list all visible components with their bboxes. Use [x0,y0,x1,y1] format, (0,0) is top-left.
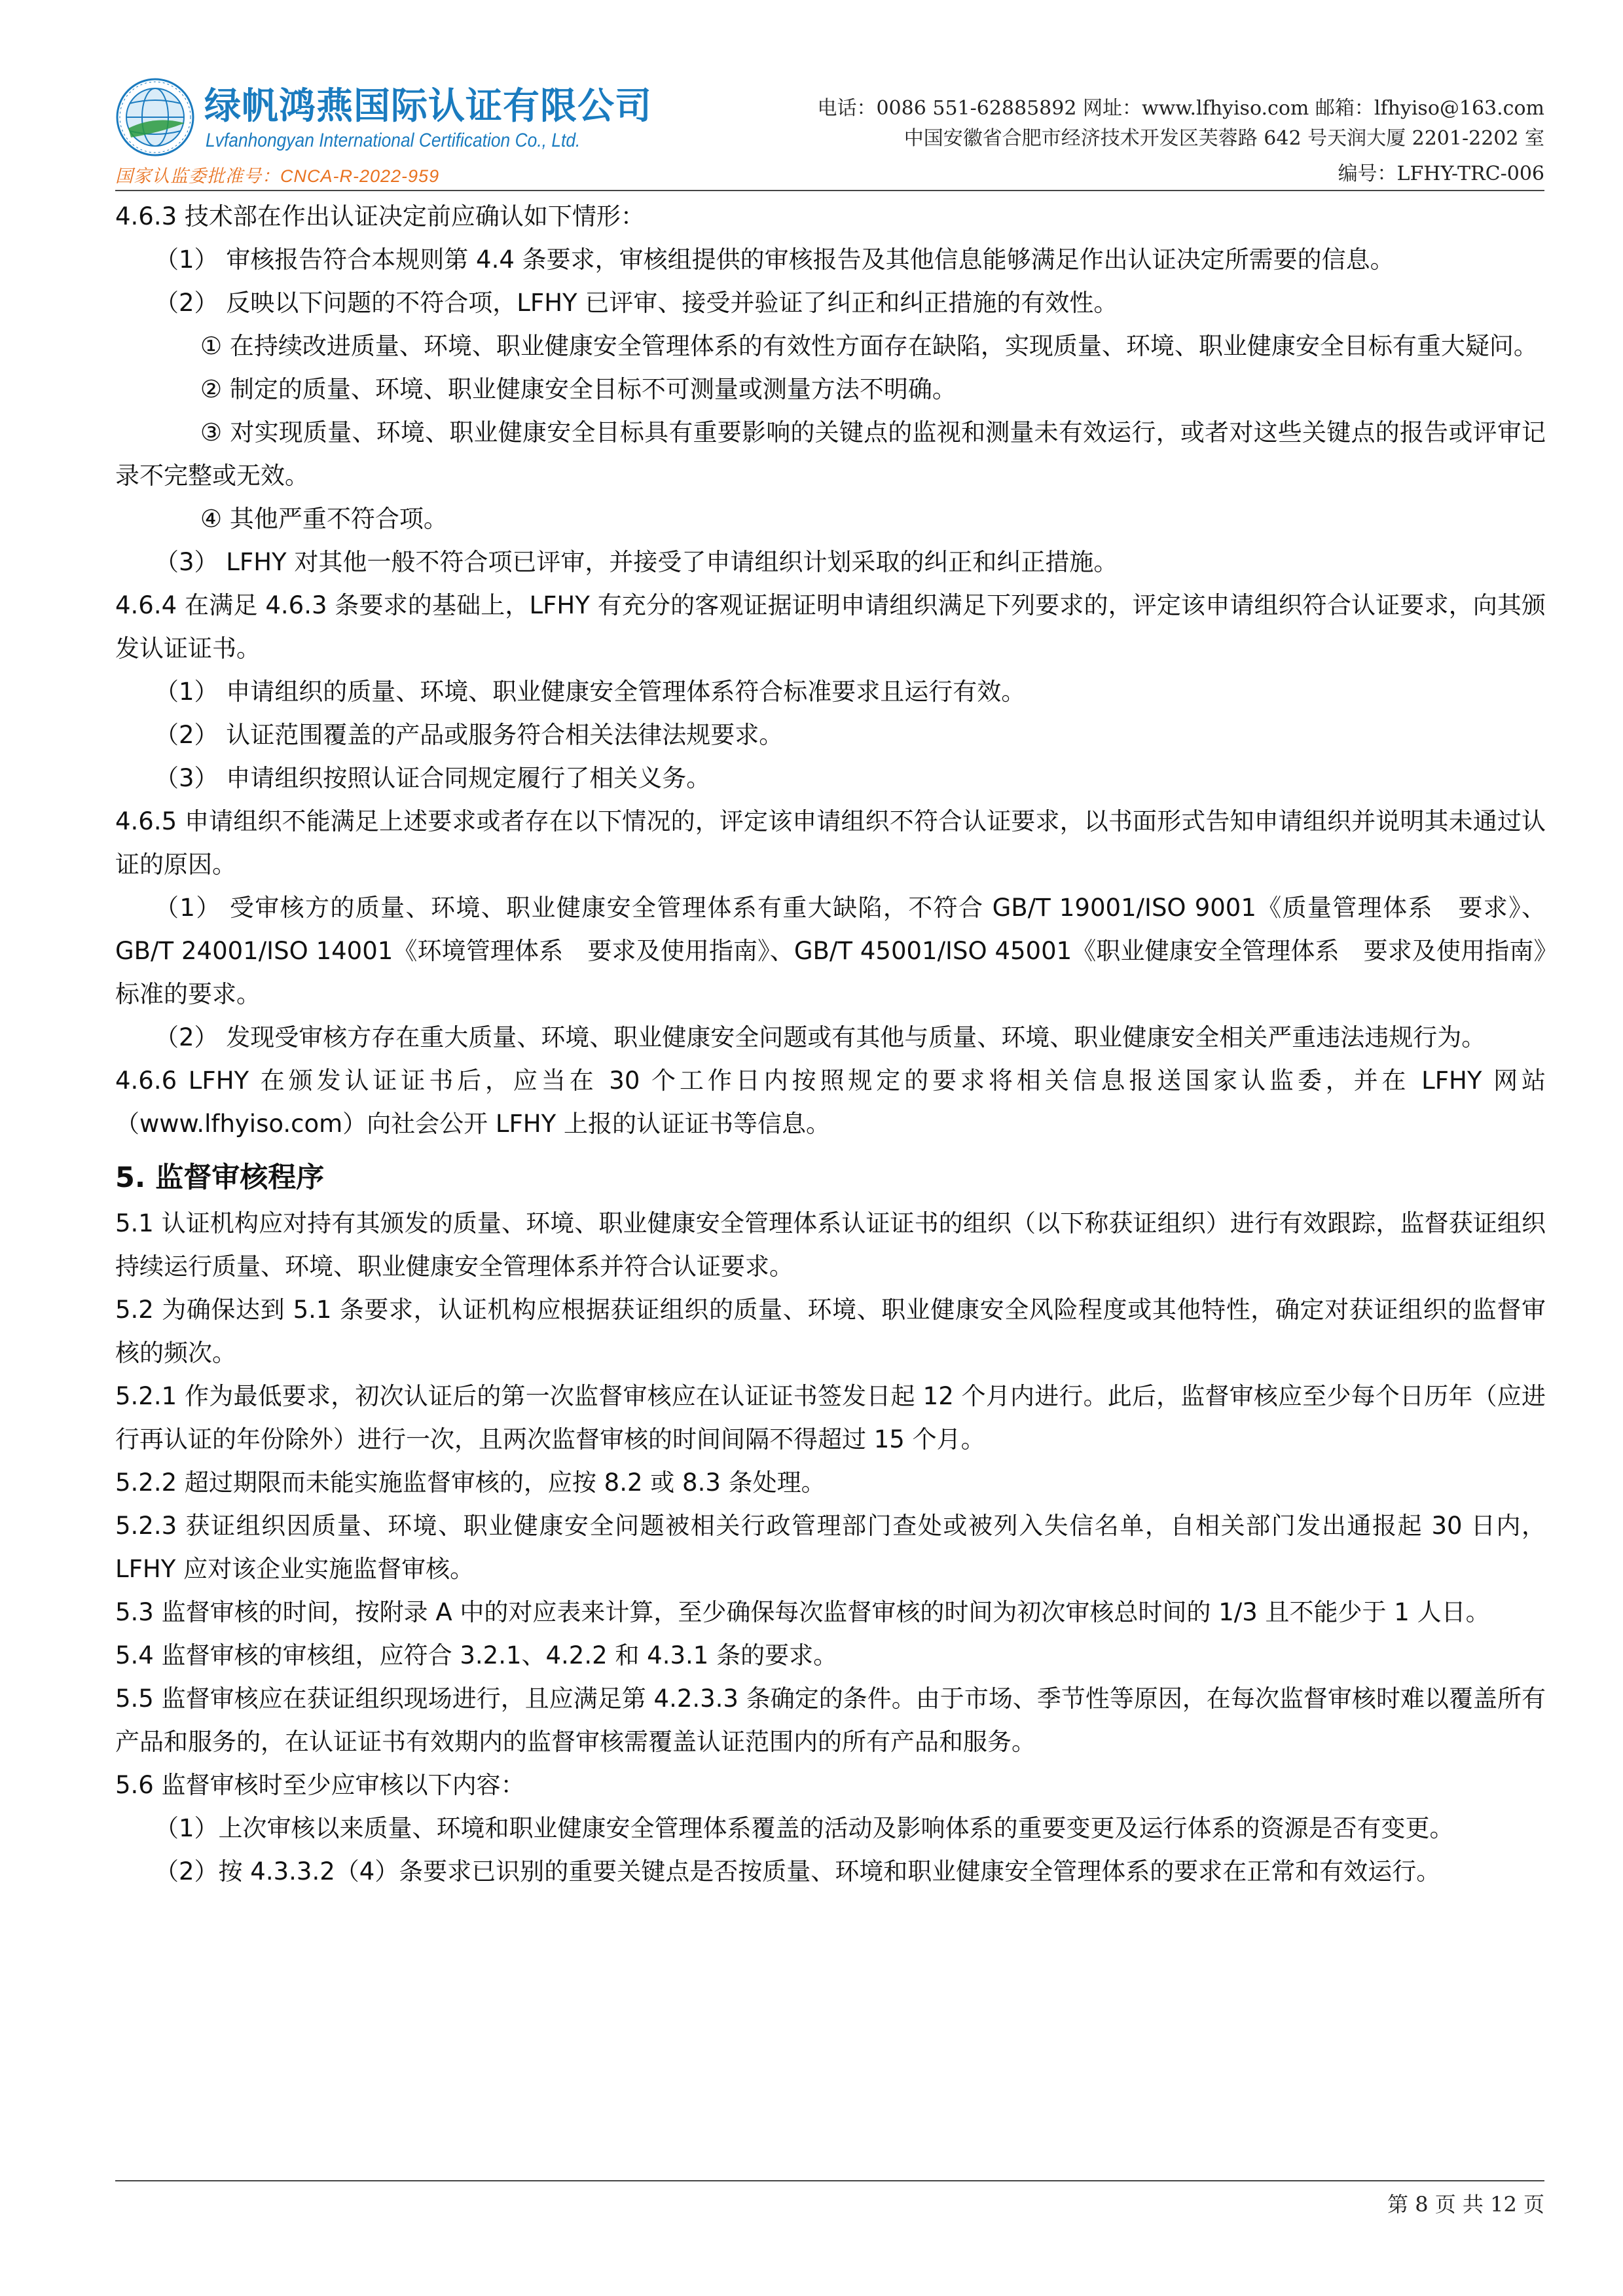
company-name-en: Lvfanhongyan International Certification Co., Ltd. [206,130,581,151]
paragraph: 5.2.3 获证组织因质量、环境、职业健康安全问题被相关行政管理部门查处或被列入失信名单，自相关部门发出通报起 30 日内，LFHY 应对该企业实施监督审核。 [115,1512,1546,1583]
header-divider [115,190,1544,191]
globe-certification-logo-icon [115,77,195,157]
paragraph: ① 在持续改进质量、环境、职业健康安全管理体系的有效性方面存在缺陷，实现质量、环境、职业健康安全目标有重大疑问。 [200,332,1538,360]
company-name-cn: 绿帆鸿燕国际认证有限公司 [204,85,652,128]
document-body [115,195,1546,1893]
paragraph: （3） LFHY 对其他一般不符合项已评审，并接受了申请组织计划采取的纠正和纠正措施。 [155,548,1118,576]
paragraph: 5.6 监督审核时至少应审核以下内容： [115,1771,525,1799]
footer-divider [115,2180,1544,2181]
paragraph: （2） 发现受审核方存在重大质量、环境、职业健康安全问题或有其他与质量、环境、职业健康安全相关严重违法违规行为。 [155,1023,1486,1051]
paragraph: 4.6.6 LFHY 在颁发认证证书后，应当在 30 个工作日内按照规定的要求将相关信息报送国家认监委，并在 LFHY 网站（www.lfhyiso.com）向社会公开 LFHY 上报的认证证书等信息。 [115,1066,1546,1138]
paragraph: 5.5 监督审核应在获证组织现场进行，且应满足第 4.2.3.3 条确定的条件。由于市场、季节性等原因，在每次监督审核时难以覆盖所有产品和服务的，在认证证书有效期内的监督审核需覆盖认证范围内的所有产品和服务。 [115,1685,1546,1756]
paragraph: （2） 认证范围覆盖的产品或服务符合相关法律法规要求。 [155,721,784,749]
document-number: 编号：LFHY-TRC-006 [1338,162,1544,185]
paragraph: （3） 申请组织按照认证合同规定履行了相关义务。 [155,764,711,792]
paragraph: ② 制定的质量、环境、职业健康安全目标不可测量或测量方法不明确。 [200,375,957,403]
paragraph: （2） 反映以下问题的不符合项，LFHY 已评审、接受并验证了纠正和纠正措施的有效性。 [155,289,1118,317]
paragraph: 4.6.3 技术部在作出认证决定前应确认如下情形： [115,202,645,230]
paragraph: 5.2 为确保达到 5.1 条要求，认证机构应根据获证组织的质量、环境、职业健康安全风险程度或其他特性，确定对获证组织的监督审核的频次。 [115,1296,1546,1367]
contact-info: 电话：0086 551-62885892 网址：www.lfhyiso.com 邮箱：lfhyiso@163.com [817,97,1544,120]
paragraph: 5.2.1 作为最低要求，初次认证后的第一次监督审核应在认证证书签发日起 12 个月内进行。此后，监督审核应至少每个日历年（应进行再认证的年份除外）进行一次，且两次监督审核的时间间隔不得超过 15 个月。 [115,1382,1546,1453]
paragraph: 5.4 监督审核的审核组，应符合 3.2.1、4.2.2 和 4.3.1 条的要求。 [115,1641,838,1669]
paragraph: （1） 申请组织的质量、环境、职业健康安全管理体系符合标准要求且运行有效。 [155,678,1026,706]
paragraph: ③ 对实现质量、环境、职业健康安全目标具有重要影响的关键点的监视和测量未有效运行，或者对这些关键点的报告或评审记录不完整或无效。 [115,418,1546,490]
paragraph: （1） 受审核方的质量、环境、职业健康安全管理体系有重大缺陷，不符合 GB/T 19001/ISO 9001《质量管理体系 要求》、GB/T 24001/ISO 14001《环境管理体系 要求及使用指南》、GB/T 45001/ISO 45001《职业健康安全管理体系 要求及使用指南》标准的要求。 [115,894,1546,1008]
paragraph: 4.6.4 在满足 4.6.3 条要求的基础上，LFHY 有充分的客观证据证明申请组织满足下列要求的，评定该申请组织符合认证要求，向其颁发认证证书。 [115,591,1546,663]
paragraph: ④ 其他严重不符合项。 [200,505,448,533]
paragraph: 5.1 认证机构应对持有其颁发的质量、环境、职业健康安全管理体系认证证书的组织（以下称获证组织）进行有效跟踪，监督获证组织持续运行质量、环境、职业健康安全管理体系并符合认证要求。 [115,1209,1546,1281]
paragraph: （1）上次审核以来质量、环境和职业健康安全管理体系覆盖的活动及影响体系的重要变更及运行体系的资源是否有变更。 [155,1814,1454,1842]
page-number: 第 8 页 共 12 页 [1387,2192,1544,2217]
paragraph: 5.2.2 超过期限而未能实施监督审核的，应按 8.2 或 8.3 条处理。 [115,1468,826,1497]
paragraph: 4.6.5 申请组织不能满足上述要求或者存在以下情况的，评定该申请组织不符合认证要求，以书面形式告知申请组织并说明其未通过认证的原因。 [115,807,1546,879]
paragraph: （2）按 4.3.3.2（4）条要求已识别的重要关键点是否按质量、环境和职业健康安全管理体系的要求在正常和有效运行。 [155,1857,1441,1886]
approval-number: 国家认监委批准号：CNCA-R-2022-959 [115,166,440,186]
paragraph: （1） 审核报告符合本规则第 4.4 条要求，审核组提供的审核报告及其他信息能够满足作出认证决定所需要的信息。 [155,246,1395,274]
section-heading: 5. 监督审核程序 [115,1161,325,1194]
paragraph: 5.3 监督审核的时间，按附录 A 中的对应表来计算，至少确保每次监督审核的时间为初次审核总时间的 1/3 且不能少于 1 人日。 [115,1598,1490,1626]
company-address: 中国安徽省合肥市经济技术开发区芙蓉路 642 号天润大厦 2201-2202 室 [903,127,1544,150]
